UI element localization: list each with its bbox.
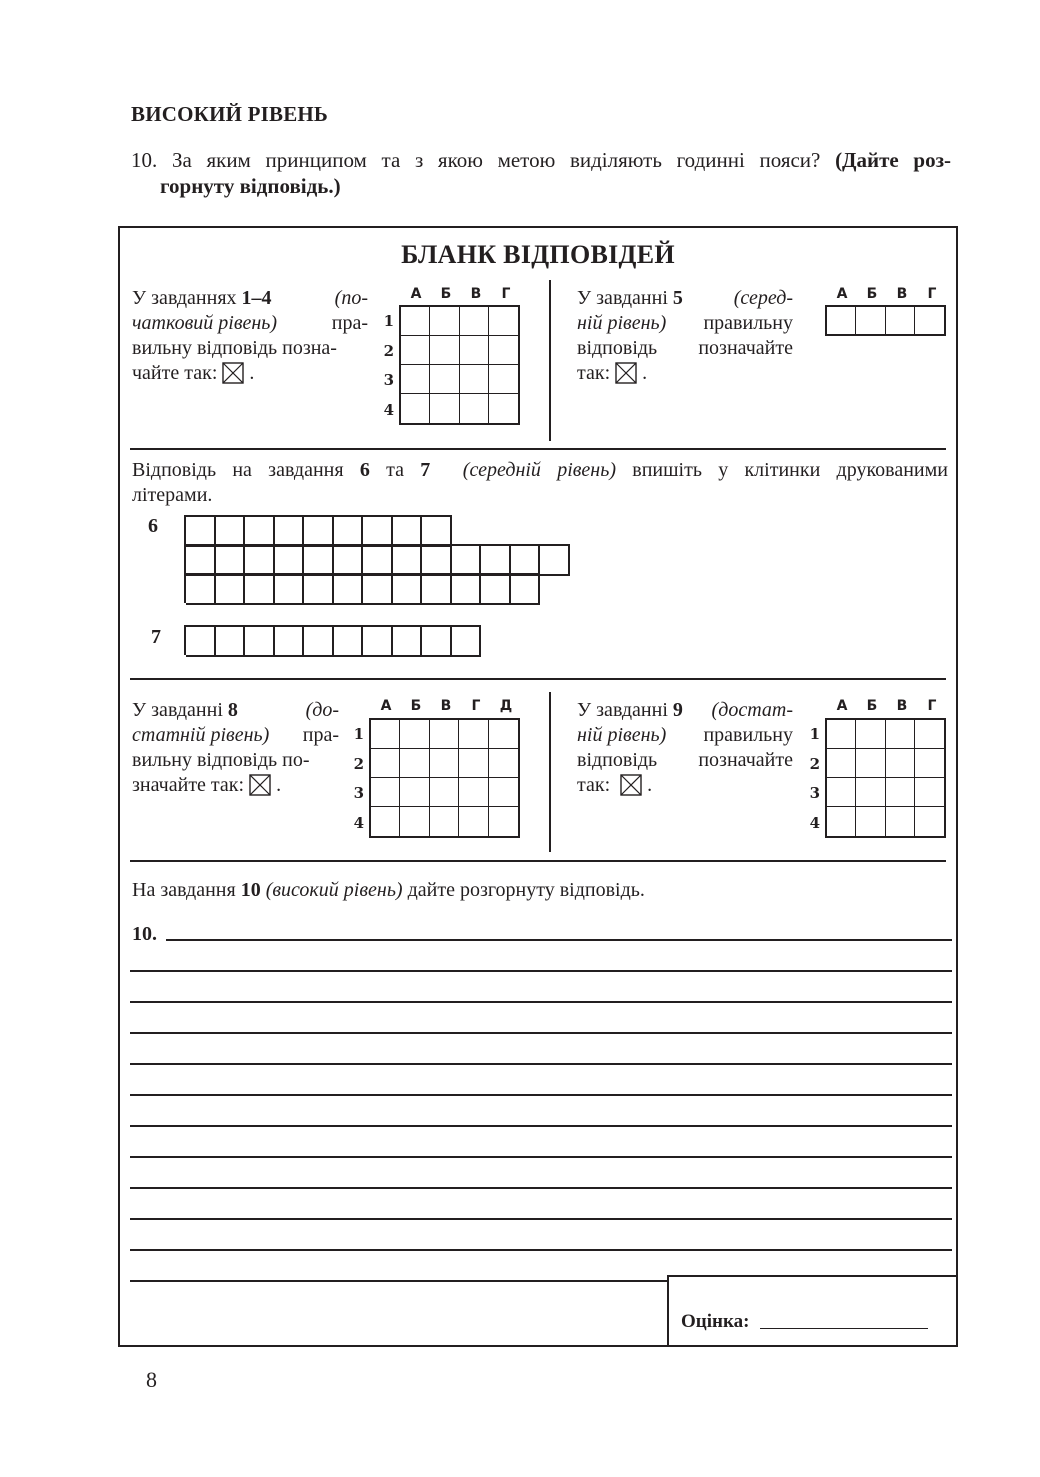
letter-cell[interactable]	[393, 627, 423, 657]
letter-cell[interactable]	[511, 575, 541, 605]
letter-cell[interactable]	[304, 517, 334, 547]
instruction-5: У завданні 5 (серед- ній рівень) правильну відповідь позначайте так: .	[577, 287, 793, 384]
letter-cell[interactable]	[216, 546, 246, 576]
instr-text: У завданні	[132, 699, 228, 721]
column-label: В	[896, 698, 908, 714]
row-label: 1	[353, 725, 364, 743]
letter-cell[interactable]	[245, 546, 275, 576]
instr-level-2: ній рівень)	[577, 312, 667, 334]
letter-cell[interactable]	[334, 575, 364, 605]
answer-line[interactable]	[130, 1001, 952, 1003]
level-heading: ВИСОКИЙ РІВЕНЬ	[131, 102, 329, 126]
instr-task: 10	[240, 879, 261, 901]
column-label: А	[836, 698, 848, 714]
page-number: 8	[146, 1367, 157, 1392]
instr-text: Відповідь на завдання	[132, 459, 360, 481]
grid-9-row-labels	[804, 725, 820, 843]
answer-cell[interactable]	[400, 807, 429, 836]
answer-cell[interactable]	[459, 778, 488, 807]
answer-line[interactable]	[130, 1280, 670, 1282]
letter-cell[interactable]	[452, 546, 482, 576]
instr-rest-2: відповідь позначайте	[577, 749, 793, 771]
answer-cell[interactable]	[886, 778, 915, 807]
instr-rest-3: значайте так:	[132, 774, 245, 796]
grid-5-column-labels	[827, 286, 947, 302]
instr-rest-2: вильну відповідь по-	[132, 749, 310, 771]
answer-cell[interactable]	[489, 749, 518, 778]
instr-level-2: ній рівень)	[577, 724, 667, 746]
instr-rest-1: пра-	[302, 724, 339, 746]
task-6-row-1[interactable]	[184, 515, 452, 545]
letter-cell[interactable]	[216, 627, 246, 657]
row-label: 2	[383, 341, 394, 360]
answer-cell[interactable]	[401, 307, 430, 336]
row-label: 3	[353, 784, 364, 802]
answer-line[interactable]	[130, 1187, 952, 1189]
task-6-label: 6	[148, 515, 158, 537]
answer-cell[interactable]	[489, 336, 518, 365]
instr-rest-3: чайте так:	[132, 362, 218, 384]
instr-tasks: 1–4	[241, 287, 272, 309]
answer-line[interactable]	[166, 939, 952, 941]
letter-cell[interactable]	[186, 627, 216, 657]
instr-task-7: 7	[420, 459, 431, 481]
row-label: 2	[809, 754, 820, 773]
answer-line[interactable]	[130, 1063, 952, 1065]
cross-mark-icon	[222, 362, 244, 384]
grade-box	[667, 1275, 958, 1347]
column-label: А	[380, 698, 392, 714]
row-label: 1	[809, 725, 820, 743]
column-label: А	[410, 286, 422, 302]
letter-cell[interactable]	[422, 517, 452, 547]
letter-cell[interactable]	[481, 575, 511, 605]
letter-cell[interactable]	[216, 517, 246, 547]
column-label: Б	[440, 286, 452, 302]
row-label: 3	[383, 371, 394, 389]
section-divider	[130, 448, 946, 450]
instr-level: (по-	[334, 287, 368, 309]
instr-text-2: дайте розгорнуту відповідь.	[402, 879, 645, 901]
letter-cell[interactable]	[216, 575, 246, 605]
letter-cell[interactable]	[304, 575, 334, 605]
instr-task: 8	[227, 699, 238, 721]
section-divider	[130, 860, 946, 862]
letter-cell[interactable]	[393, 575, 423, 605]
instr-text-3: впишіть у клітинки друкованими	[616, 459, 948, 481]
answer-cell[interactable]	[827, 778, 856, 807]
question-text: За яким принципом та з якою метою виділяють годинні пояси?	[171, 148, 821, 172]
answer-cell[interactable]	[371, 720, 400, 749]
answer-cell[interactable]	[856, 720, 885, 749]
question-10	[131, 147, 951, 199]
answer-cell[interactable]	[459, 807, 488, 836]
cross-mark-icon	[620, 774, 642, 796]
answer-cell[interactable]	[489, 807, 518, 836]
answer-cell[interactable]	[430, 720, 459, 749]
answer-cell[interactable]	[489, 778, 518, 807]
answer-cell[interactable]	[856, 749, 885, 778]
letter-cell[interactable]	[275, 517, 305, 547]
answer-line[interactable]	[130, 1218, 952, 1220]
letter-cell[interactable]	[363, 517, 393, 547]
letter-cell[interactable]	[245, 627, 275, 657]
instruction-10	[132, 878, 645, 903]
grid-8-column-labels	[371, 698, 521, 714]
instr-level: (достат-	[711, 699, 793, 721]
answer-grid-1-4[interactable]	[399, 305, 520, 425]
letter-cell[interactable]	[393, 517, 423, 547]
answer-cell[interactable]	[915, 720, 944, 749]
grid-8-row-labels	[348, 725, 364, 843]
letter-cell[interactable]	[275, 575, 305, 605]
instr-text-4: літерами.	[132, 484, 213, 506]
letter-cell[interactable]	[363, 575, 393, 605]
instr-rest-1: правильну	[703, 724, 793, 746]
answer-grid-8[interactable]	[369, 718, 520, 838]
answer-cell[interactable]	[400, 778, 429, 807]
instr-rest-2: відповідь позначайте	[577, 337, 793, 359]
instr-level: (середній рівень)	[462, 459, 616, 481]
letter-cell[interactable]	[363, 627, 393, 657]
instr-task: 9	[672, 699, 683, 721]
letter-cell[interactable]	[452, 575, 482, 605]
answer-cell[interactable]	[489, 394, 518, 423]
instr-level: (до-	[305, 699, 339, 721]
answer-cell[interactable]	[460, 365, 489, 394]
letter-cell[interactable]	[186, 575, 216, 605]
answer-line[interactable]	[130, 1249, 952, 1251]
answer-cell[interactable]	[827, 720, 856, 749]
answer-cell[interactable]	[460, 307, 489, 336]
answer-cell[interactable]	[430, 778, 459, 807]
instruction-9: У завданні 9 (достат- ній рівень) правильну відповідь позначайте так: .	[577, 699, 793, 796]
answer-cell[interactable]	[401, 336, 430, 365]
answer-cell[interactable]	[371, 749, 400, 778]
answer-cell[interactable]	[400, 720, 429, 749]
cross-mark-icon	[249, 774, 271, 796]
column-label: Г	[927, 698, 937, 714]
answer-cell[interactable]	[401, 394, 430, 423]
letter-cell[interactable]	[245, 517, 275, 547]
column-label: В	[470, 286, 482, 302]
letter-cell[interactable]	[186, 546, 216, 576]
letter-cell[interactable]	[422, 575, 452, 605]
instruction-8: У завданні 8 (до- статній рівень) пра- вильну відповідь по- значайте так: .	[132, 699, 339, 796]
letter-cell[interactable]	[304, 546, 334, 576]
answer-grid-5[interactable]	[825, 305, 946, 336]
answer-cell[interactable]	[856, 807, 885, 836]
answer-line[interactable]	[130, 970, 952, 972]
instruction-6-7	[132, 458, 948, 508]
instr-text: На завдання	[132, 879, 241, 901]
instr-rest-1: пра-	[331, 312, 368, 334]
instr-level-2: чатковий рівень)	[132, 312, 278, 334]
letter-cell[interactable]	[511, 546, 541, 576]
row-label: 4	[809, 813, 820, 832]
answer-cell[interactable]	[430, 807, 459, 836]
row-label: 4	[383, 400, 394, 419]
instruction-1-4: У завданнях 1–4 (по- чатковий рівень) пра- вильну відповідь позна- чайте так: .	[132, 287, 368, 384]
instr-rest-1: правильну	[703, 312, 793, 334]
letter-cell[interactable]	[334, 627, 364, 657]
answer-line[interactable]	[130, 1094, 952, 1096]
task-6-row-3[interactable]	[184, 573, 540, 603]
answer-cell[interactable]	[400, 749, 429, 778]
letter-cell[interactable]	[422, 546, 452, 576]
grade-input-line[interactable]	[760, 1328, 928, 1330]
instr-text: У завданнях	[132, 287, 242, 309]
column-label: Б	[866, 698, 878, 714]
letter-cell[interactable]	[481, 546, 511, 576]
row-label: 4	[353, 813, 364, 832]
answer-cell[interactable]	[827, 307, 856, 334]
letter-cell[interactable]	[275, 546, 305, 576]
grid-1-4-row-labels	[378, 312, 394, 430]
answer-cell[interactable]	[430, 749, 459, 778]
answer-cell[interactable]	[886, 807, 915, 836]
letter-cell[interactable]	[334, 546, 364, 576]
column-label: В	[896, 286, 908, 302]
answer-line[interactable]	[130, 1156, 952, 1158]
task-10-label: 10.	[132, 923, 157, 945]
answer-sheet-title: БЛАНК ВІДПОВІДЕЙ	[401, 240, 675, 269]
grade-label: Оцінка:	[681, 1311, 750, 1332]
answer-cell[interactable]	[460, 336, 489, 365]
letter-cell[interactable]	[304, 627, 334, 657]
answer-cell[interactable]	[886, 749, 915, 778]
instr-level: (високий рівень)	[265, 879, 403, 901]
answer-cell[interactable]	[371, 807, 400, 836]
instr-text-2: та	[369, 459, 421, 481]
instr-task-6: 6	[359, 459, 370, 481]
task-7-row[interactable]	[184, 625, 481, 655]
column-label: Д	[499, 698, 513, 714]
row-label: 2	[353, 754, 364, 773]
answer-cell[interactable]	[886, 307, 915, 334]
answer-cell[interactable]	[827, 807, 856, 836]
question-hint-1: (Дайте роз-	[835, 148, 952, 172]
answer-cell[interactable]	[915, 807, 944, 836]
answer-cell[interactable]	[915, 749, 944, 778]
grid-1-4-column-labels	[401, 286, 521, 302]
answer-cell[interactable]	[886, 720, 915, 749]
letter-cell[interactable]	[452, 627, 482, 657]
answer-cell[interactable]	[915, 307, 944, 334]
instr-text: У завданні	[577, 699, 673, 721]
question-hint-2: горнуту відповідь.)	[160, 174, 341, 198]
column-label: Б	[410, 698, 422, 714]
answer-cell[interactable]	[915, 778, 944, 807]
letter-cell[interactable]	[334, 517, 364, 547]
answer-cell[interactable]	[459, 749, 488, 778]
letter-cell[interactable]	[540, 546, 570, 576]
answer-cell[interactable]	[430, 365, 459, 394]
column-label: Г	[501, 286, 511, 302]
column-label: Б	[866, 286, 878, 302]
instr-task: 5	[672, 287, 683, 309]
divider	[549, 692, 551, 852]
answer-line[interactable]	[130, 1032, 952, 1034]
answer-cell[interactable]	[459, 720, 488, 749]
instr-rest-3: так:	[577, 362, 611, 384]
answer-cell[interactable]	[371, 778, 400, 807]
answer-cell[interactable]	[460, 394, 489, 423]
grid-9-column-labels	[827, 698, 947, 714]
column-label: В	[440, 698, 452, 714]
instr-level-2: статній рівень)	[132, 724, 270, 746]
instr-level: (серед-	[733, 287, 793, 309]
instr-text: У завданні	[577, 287, 673, 309]
task-7-label: 7	[151, 626, 161, 648]
letter-cell[interactable]	[275, 627, 305, 657]
row-label: 3	[809, 784, 820, 802]
answer-cell[interactable]	[401, 365, 430, 394]
grade-field	[681, 1311, 928, 1333]
letter-cell[interactable]	[245, 575, 275, 605]
answer-cell[interactable]	[489, 307, 518, 336]
answer-grid-9[interactable]	[825, 718, 946, 838]
answer-cell[interactable]	[489, 720, 518, 749]
task-6-row-2[interactable]	[184, 544, 570, 574]
column-label: Г	[927, 286, 937, 302]
letter-cell[interactable]	[393, 546, 423, 576]
answer-cell[interactable]	[430, 394, 459, 423]
answer-cell[interactable]	[856, 307, 885, 334]
question-number: 10.	[131, 148, 158, 172]
answer-sheet	[118, 226, 958, 1347]
answer-line[interactable]	[130, 1125, 952, 1127]
column-label: Г	[471, 698, 481, 714]
row-label: 1	[383, 312, 394, 330]
divider	[549, 280, 551, 441]
letter-cell[interactable]	[186, 517, 216, 547]
cross-mark-icon	[615, 362, 637, 384]
letter-cell[interactable]	[363, 546, 393, 576]
column-label: А	[836, 286, 848, 302]
answer-cell[interactable]	[430, 336, 459, 365]
answer-cell[interactable]	[856, 778, 885, 807]
instr-rest-3: так:	[577, 774, 611, 796]
letter-cell[interactable]	[422, 627, 452, 657]
answer-cell[interactable]	[827, 749, 856, 778]
section-divider	[130, 678, 946, 680]
instr-rest-2: вильну відповідь позна-	[132, 337, 337, 359]
answer-cell[interactable]	[430, 307, 459, 336]
answer-cell[interactable]	[489, 365, 518, 394]
